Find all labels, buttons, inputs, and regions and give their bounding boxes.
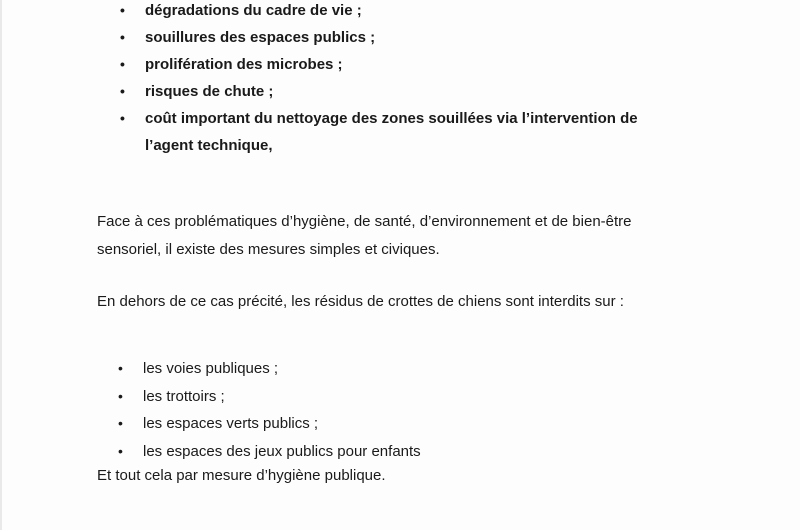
bullet-icon: • [118,415,123,431]
bullet-icon: • [120,2,125,18]
paragraph-interdictions: En dehors de ce cas précité, les résidus de crottes de chiens sont interdits sur : [97,293,624,310]
list-item [118,438,678,466]
list-item [120,78,680,105]
list-item-text: prolifération des microbes ; [145,56,343,73]
bullet-icon: • [118,387,123,404]
list-item [118,410,678,438]
forbidden-places-list [118,355,678,465]
list-item [120,105,680,159]
nuisances-list [120,0,680,159]
list-item [120,0,680,24]
list-item [120,51,680,78]
list-item [120,24,680,51]
page-edge [0,0,2,530]
paragraph-conclusion: Et tout cela par mesure d’hygiène publique. [97,467,386,484]
bullet-icon: • [120,83,125,99]
list-item-text: les espaces des jeux publics pour enfants [143,442,421,460]
bullet-icon: • [120,110,125,126]
list-item-text: les trottoirs ; [143,387,225,405]
bullet-icon: • [118,442,123,459]
list-item-text: souillures des espaces publics ; [145,29,376,46]
list-item-text: les espaces verts publics ; [143,415,319,432]
bullet-icon: • [118,360,123,376]
bullet-icon: • [120,56,125,72]
list-item [118,383,678,411]
list-item-text: risques de chute ; [145,83,274,100]
list-item-text: dégradations du cadre de vie ; [145,2,362,19]
list-item-text: coût important du nettoyage des zones souillées via l’intervention de l’agent technique, [145,110,638,154]
list-item [118,355,678,383]
bullet-icon: • [120,29,125,45]
paragraph-measures: Face à ces problématiques d’hygiène, de santé, d’environnement et de bien-être sensoriel, il existe des mesures simples et civiques. [97,213,632,258]
cut-off-red-heading [120,518,680,530]
list-item-text: les voies publiques ; [143,360,279,377]
